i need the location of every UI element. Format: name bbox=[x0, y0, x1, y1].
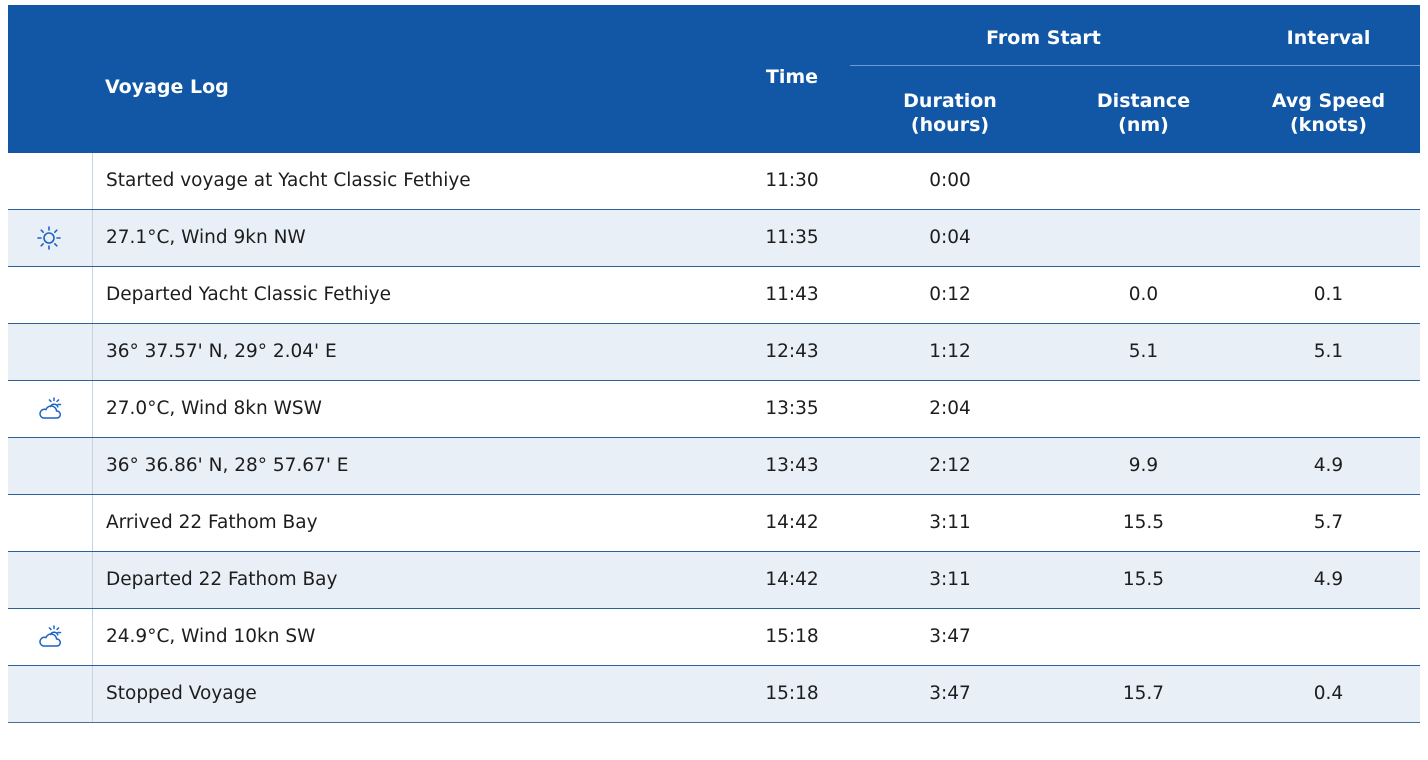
row-avg-speed: 0.1 bbox=[1313, 284, 1344, 305]
row-icon-cell bbox=[8, 153, 93, 209]
row-distance: 9.9 bbox=[1128, 455, 1159, 476]
row-avg-speed: 5.7 bbox=[1313, 512, 1344, 533]
row-time: 12:43 bbox=[765, 341, 819, 362]
row-description: Stopped Voyage bbox=[106, 683, 257, 704]
table-row bbox=[8, 552, 1420, 609]
row-time: 11:35 bbox=[765, 227, 819, 248]
from-start-group-header: From Start bbox=[986, 27, 1101, 49]
row-description: 36° 36.86' N, 28° 57.67' E bbox=[106, 455, 349, 476]
row-description: 36° 37.57' N, 29° 2.04' E bbox=[106, 341, 337, 362]
row-avg-speed: 0.4 bbox=[1313, 683, 1344, 704]
table-row bbox=[8, 495, 1420, 552]
table-header bbox=[8, 5, 1420, 153]
row-distance: 15.5 bbox=[1122, 569, 1165, 590]
row-duration: 0:04 bbox=[929, 227, 971, 248]
row-icon-cell bbox=[8, 267, 93, 323]
avg-speed-header-line1: Avg Speed bbox=[1271, 90, 1386, 112]
partly-cloudy-icon bbox=[37, 397, 63, 421]
row-description: 27.1°C, Wind 9kn NW bbox=[106, 227, 306, 248]
row-duration: 0:12 bbox=[929, 284, 971, 305]
row-duration: 3:11 bbox=[929, 512, 971, 533]
row-duration: 3:11 bbox=[929, 569, 971, 590]
row-avg-speed: 4.9 bbox=[1313, 569, 1344, 590]
distance-column-header bbox=[1050, 89, 1237, 137]
row-time: 13:43 bbox=[765, 455, 819, 476]
row-time: 14:42 bbox=[765, 512, 819, 533]
duration-column-header bbox=[850, 89, 1050, 137]
row-duration: 3:47 bbox=[929, 683, 971, 704]
row-avg-speed: 4.9 bbox=[1313, 455, 1344, 476]
row-icon-cell bbox=[8, 666, 93, 722]
avg-speed-column-header bbox=[1237, 89, 1420, 137]
row-time: 15:18 bbox=[765, 683, 819, 704]
interval-group-header: Interval bbox=[1286, 27, 1371, 49]
table-row bbox=[8, 381, 1420, 438]
voyage-log-title: Voyage Log bbox=[105, 76, 229, 98]
row-description: Started voyage at Yacht Classic Fethiye bbox=[106, 170, 471, 191]
sun-icon bbox=[37, 226, 61, 250]
row-duration: 1:12 bbox=[929, 341, 971, 362]
distance-header-line2: (nm) bbox=[1118, 114, 1169, 136]
row-icon-cell bbox=[8, 552, 93, 608]
row-icon-cell bbox=[8, 495, 93, 551]
duration-header-line1: Duration bbox=[903, 90, 997, 112]
header-divider bbox=[850, 65, 1420, 66]
row-description: Departed 22 Fathom Bay bbox=[106, 569, 338, 590]
row-time: 13:35 bbox=[765, 398, 819, 419]
row-description: 24.9°C, Wind 10kn SW bbox=[106, 626, 316, 647]
time-column-header: Time bbox=[765, 66, 819, 88]
table-row bbox=[8, 609, 1420, 666]
row-time: 11:30 bbox=[765, 170, 819, 191]
distance-header-line1: Distance bbox=[1096, 90, 1191, 112]
table-row bbox=[8, 153, 1420, 210]
row-description: Departed Yacht Classic Fethiye bbox=[106, 284, 392, 305]
table-row bbox=[8, 438, 1420, 495]
row-description: 27.0°C, Wind 8kn WSW bbox=[106, 398, 322, 419]
duration-header-line2: (hours) bbox=[910, 114, 990, 136]
row-distance: 5.1 bbox=[1128, 341, 1159, 362]
row-avg-speed: 5.1 bbox=[1313, 341, 1344, 362]
row-icon-cell bbox=[8, 609, 93, 665]
row-icon-cell bbox=[8, 381, 93, 437]
row-duration: 0:00 bbox=[929, 170, 971, 191]
row-duration: 2:04 bbox=[929, 398, 971, 419]
partly-cloudy-icon bbox=[37, 625, 63, 649]
row-distance: 15.7 bbox=[1122, 683, 1165, 704]
row-icon-cell bbox=[8, 438, 93, 494]
row-time: 14:42 bbox=[765, 569, 819, 590]
row-icon-cell bbox=[8, 210, 93, 266]
row-distance: 15.5 bbox=[1122, 512, 1165, 533]
avg-speed-header-line2: (knots) bbox=[1290, 114, 1367, 136]
row-time: 11:43 bbox=[765, 284, 819, 305]
row-description: Arrived 22 Fathom Bay bbox=[106, 512, 318, 533]
table-body bbox=[8, 153, 1420, 723]
table-row bbox=[8, 267, 1420, 324]
voyage-log-table bbox=[8, 5, 1420, 723]
row-duration: 2:12 bbox=[929, 455, 971, 476]
table-row bbox=[8, 324, 1420, 381]
table-row bbox=[8, 210, 1420, 267]
row-distance: 0.0 bbox=[1128, 284, 1159, 305]
row-time: 15:18 bbox=[765, 626, 819, 647]
row-icon-cell bbox=[8, 324, 93, 380]
row-duration: 3:47 bbox=[929, 626, 971, 647]
table-row bbox=[8, 666, 1420, 723]
